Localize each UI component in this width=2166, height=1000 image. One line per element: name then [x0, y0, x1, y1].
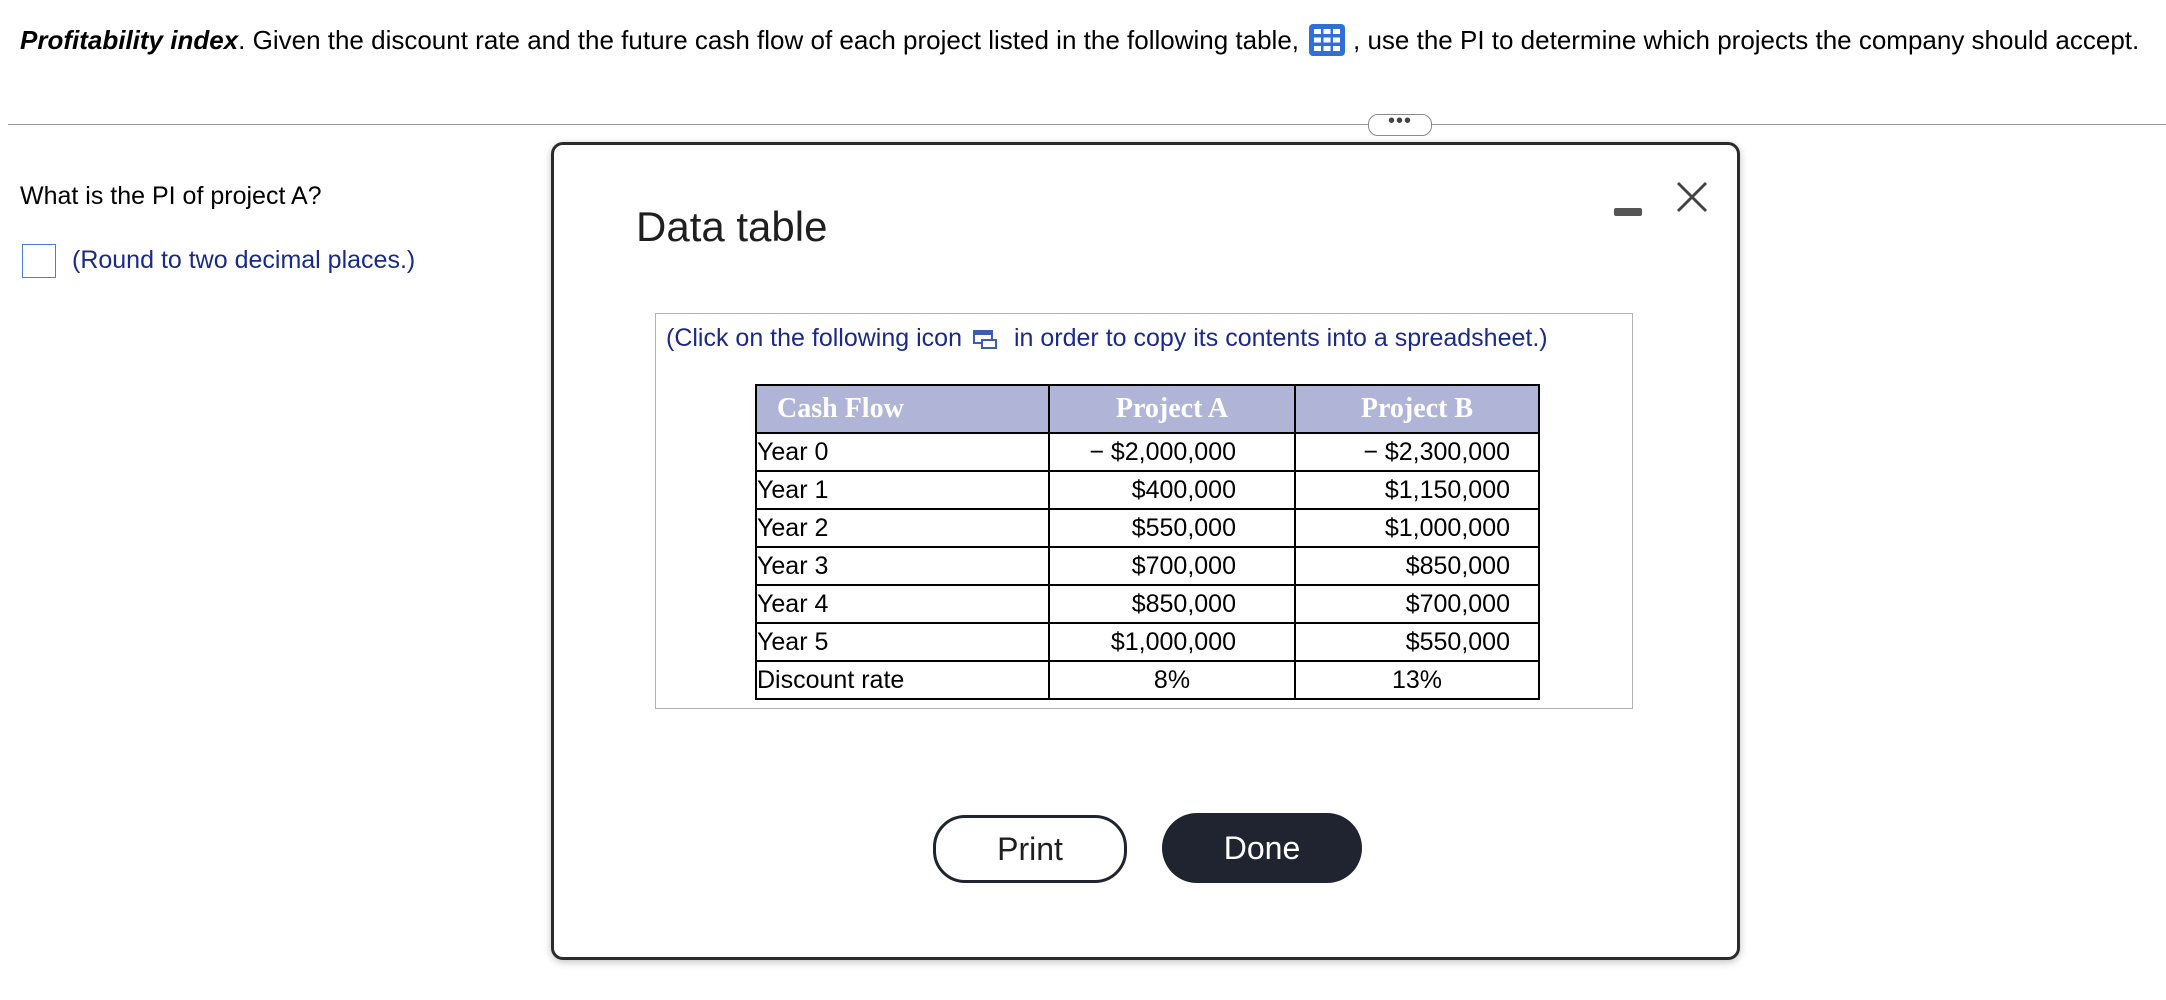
table-row: [756, 547, 1539, 585]
project-b-value: $550,000: [1295, 623, 1539, 661]
project-a-value: $400,000: [1049, 471, 1295, 509]
print-button[interactable]: Print: [933, 815, 1127, 883]
header-project-b: Project B: [1295, 385, 1539, 433]
copy-to-spreadsheet-icon[interactable]: [972, 328, 1000, 350]
data-table-frame: [655, 313, 1633, 709]
problem-text-1: . Given the discount rate and the future cash flow of each project listed in the following table,: [238, 24, 1300, 55]
project-a-value: $700,000: [1049, 547, 1295, 585]
table-row: [756, 433, 1539, 471]
project-b-value: $850,000: [1295, 547, 1539, 585]
problem-text-2: , use the PI to determine which projects the company should accept.: [1353, 24, 2140, 55]
problem-term: Profitability index: [20, 24, 239, 55]
table-row: [756, 623, 1539, 661]
table-row: [756, 661, 1539, 699]
project-b-value: $1,150,000: [1295, 471, 1539, 509]
row-label: Year 2: [756, 509, 1049, 547]
question-text: What is the PI of project A?: [20, 182, 322, 210]
header-project-a: Project A: [1049, 385, 1295, 433]
row-label: Year 4: [756, 585, 1049, 623]
project-a-rate: 8%: [1049, 661, 1295, 699]
expand-more-button[interactable]: •••: [1368, 114, 1432, 136]
project-a-value: $550,000: [1049, 509, 1295, 547]
project-a-value: − $2,000,000: [1049, 433, 1295, 471]
table-header-row: [756, 385, 1539, 433]
dialog-title: Data table: [636, 203, 828, 250]
minimize-icon[interactable]: [1611, 193, 1645, 223]
row-label: Year 5: [756, 623, 1049, 661]
row-label: Year 3: [756, 547, 1049, 585]
close-icon[interactable]: [1672, 177, 1712, 217]
answer-input[interactable]: [22, 244, 56, 278]
project-b-rate: 13%: [1295, 661, 1539, 699]
cash-flow-table: [755, 384, 1540, 700]
rounding-hint: (Round to two decimal places.): [72, 246, 416, 274]
header-cash-flow: Cash Flow: [756, 385, 1049, 433]
project-a-value: $850,000: [1049, 585, 1295, 623]
row-label: Year 1: [756, 471, 1049, 509]
copy-hint: [666, 324, 1548, 353]
row-label: Year 0: [756, 433, 1049, 471]
section-divider: [8, 124, 2166, 125]
copy-hint-after: in order to copy its contents into a spreadsheet.): [1013, 324, 1548, 352]
table-row: [756, 585, 1539, 623]
project-b-value: $1,000,000: [1295, 509, 1539, 547]
row-label: Discount rate: [756, 661, 1049, 699]
project-b-value: $700,000: [1295, 585, 1539, 623]
done-button[interactable]: Done: [1162, 813, 1362, 883]
table-row: [756, 471, 1539, 509]
table-grid-icon[interactable]: [1309, 24, 1345, 56]
problem-statement: [20, 24, 2160, 56]
project-b-value: − $2,300,000: [1295, 433, 1539, 471]
data-table-dialog: [551, 142, 1740, 960]
table-row: [756, 509, 1539, 547]
project-a-value: $1,000,000: [1049, 623, 1295, 661]
copy-hint-before: (Click on the following icon: [666, 324, 962, 352]
